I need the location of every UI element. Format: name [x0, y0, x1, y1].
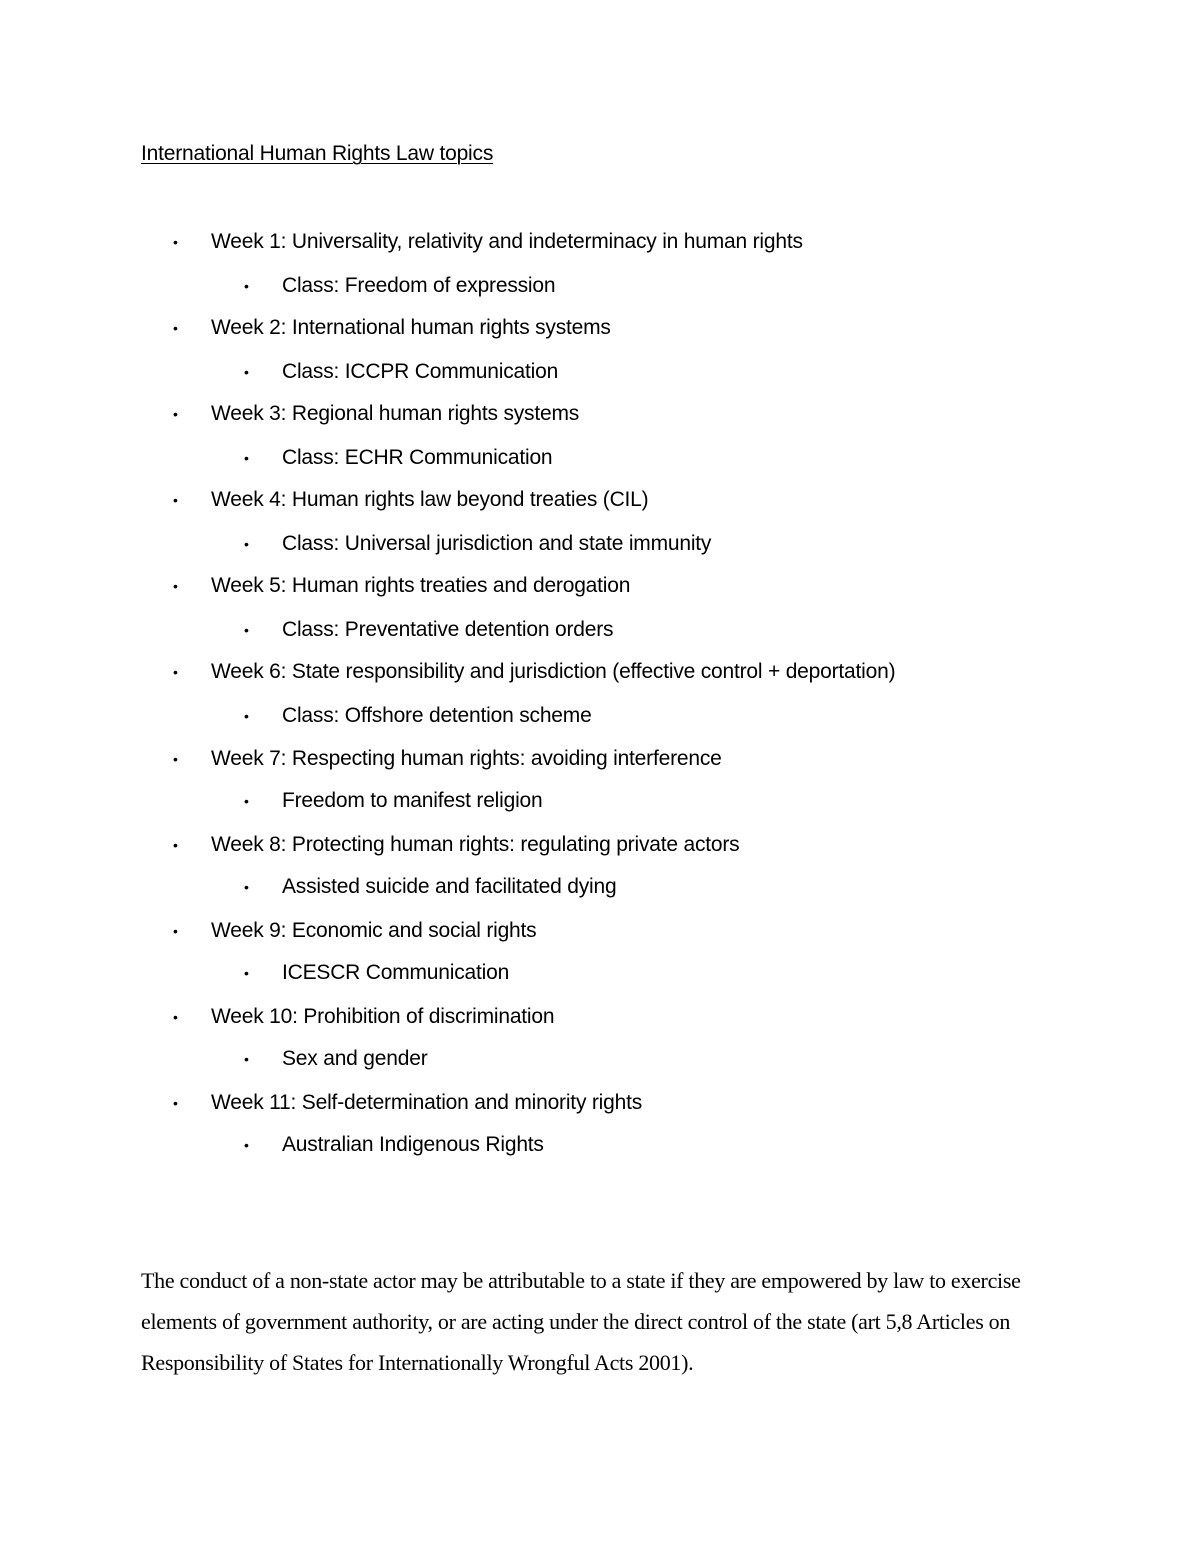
- class-label: Sex and gender: [282, 1047, 428, 1070]
- week-item: [173, 314, 611, 342]
- week-label: Week 3: Regional human rights systems: [211, 402, 580, 425]
- bullet-icon: •: [173, 1095, 178, 1111]
- bullet-icon: •: [244, 278, 249, 294]
- week-label: Week 5: Human rights treaties and derogation: [211, 574, 631, 597]
- bullet-icon: •: [173, 492, 178, 508]
- week-label: Week 10: Prohibition of discrimination: [211, 1005, 555, 1028]
- class-label: Class: ECHR Communication: [282, 446, 553, 469]
- class-item: [244, 873, 617, 901]
- class-item: [244, 444, 553, 472]
- bullet-icon: •: [244, 536, 249, 552]
- class-item: [244, 272, 556, 300]
- body-paragraph: The conduct of a non-state actor may be attributable to a state if they are empowered by law to exercise elements of government authority, or are acting under the direct control of the state (art 5,8 Articles on Responsibility of States for Internationally Wrongful Acts 2001).: [141, 1268, 1021, 1375]
- week-label: Week 8: Protecting human rights: regulating private actors: [211, 833, 740, 856]
- class-item: [244, 1045, 428, 1073]
- bullet-icon: •: [173, 234, 178, 250]
- bullet-icon: •: [173, 923, 178, 939]
- bullet-icon: •: [244, 708, 249, 724]
- bullet-icon: •: [244, 450, 249, 466]
- bullet-icon: •: [173, 1009, 178, 1025]
- class-label: ICESCR Communication: [282, 961, 510, 984]
- class-label: Class: Offshore detention scheme: [282, 704, 592, 727]
- class-item: [244, 1131, 544, 1159]
- bullet-icon: •: [244, 1137, 249, 1153]
- class-item: [244, 530, 712, 558]
- class-item: [244, 959, 510, 987]
- class-item: [244, 702, 592, 730]
- class-item: [244, 787, 543, 815]
- bullet-icon: •: [173, 320, 178, 336]
- week-label: Week 1: Universality, relativity and indeterminacy in human rights: [211, 230, 803, 253]
- class-label: Class: Preventative detention orders: [282, 618, 614, 641]
- week-item: [173, 745, 722, 773]
- week-item: [173, 831, 740, 859]
- bullet-icon: •: [244, 622, 249, 638]
- class-label: Assisted suicide and facilitated dying: [282, 875, 617, 898]
- bullet-icon: •: [173, 578, 178, 594]
- bullet-icon: •: [244, 965, 249, 981]
- bullet-icon: •: [173, 406, 178, 422]
- week-item: [173, 486, 649, 514]
- week-item: [173, 917, 537, 945]
- bullet-icon: •: [173, 751, 178, 767]
- class-label: Freedom to manifest religion: [282, 789, 543, 812]
- class-label: Australian Indigenous Rights: [282, 1133, 544, 1156]
- bullet-icon: •: [244, 793, 249, 809]
- bullet-icon: •: [244, 879, 249, 895]
- bullet-icon: •: [244, 364, 249, 380]
- class-label: Class: Universal jurisdiction and state immunity: [282, 532, 712, 555]
- class-item: [244, 616, 614, 644]
- week-item: [173, 572, 631, 600]
- bullet-icon: •: [173, 664, 178, 680]
- week-item: [173, 1003, 555, 1031]
- week-item: [173, 658, 896, 686]
- class-item: [244, 358, 559, 386]
- bullet-icon: •: [244, 1051, 249, 1067]
- week-label: Week 7: Respecting human rights: avoiding interference: [211, 747, 722, 770]
- document-title: International Human Rights Law topics: [141, 142, 494, 165]
- class-label: Class: ICCPR Communication: [282, 360, 559, 383]
- week-label: Week 11: Self-determination and minority rights: [211, 1091, 643, 1114]
- week-item: [173, 228, 803, 256]
- week-item: [173, 400, 580, 428]
- class-label: Class: Freedom of expression: [282, 274, 556, 297]
- week-label: Week 6: State responsibility and jurisdiction (effective control + deportation): [211, 660, 896, 683]
- week-label: Week 4: Human rights law beyond treaties (CIL): [211, 488, 649, 511]
- week-label: Week 9: Economic and social rights: [211, 919, 537, 942]
- week-label: Week 2: International human rights systems: [211, 316, 611, 339]
- week-item: [173, 1089, 643, 1117]
- bullet-icon: •: [173, 837, 178, 853]
